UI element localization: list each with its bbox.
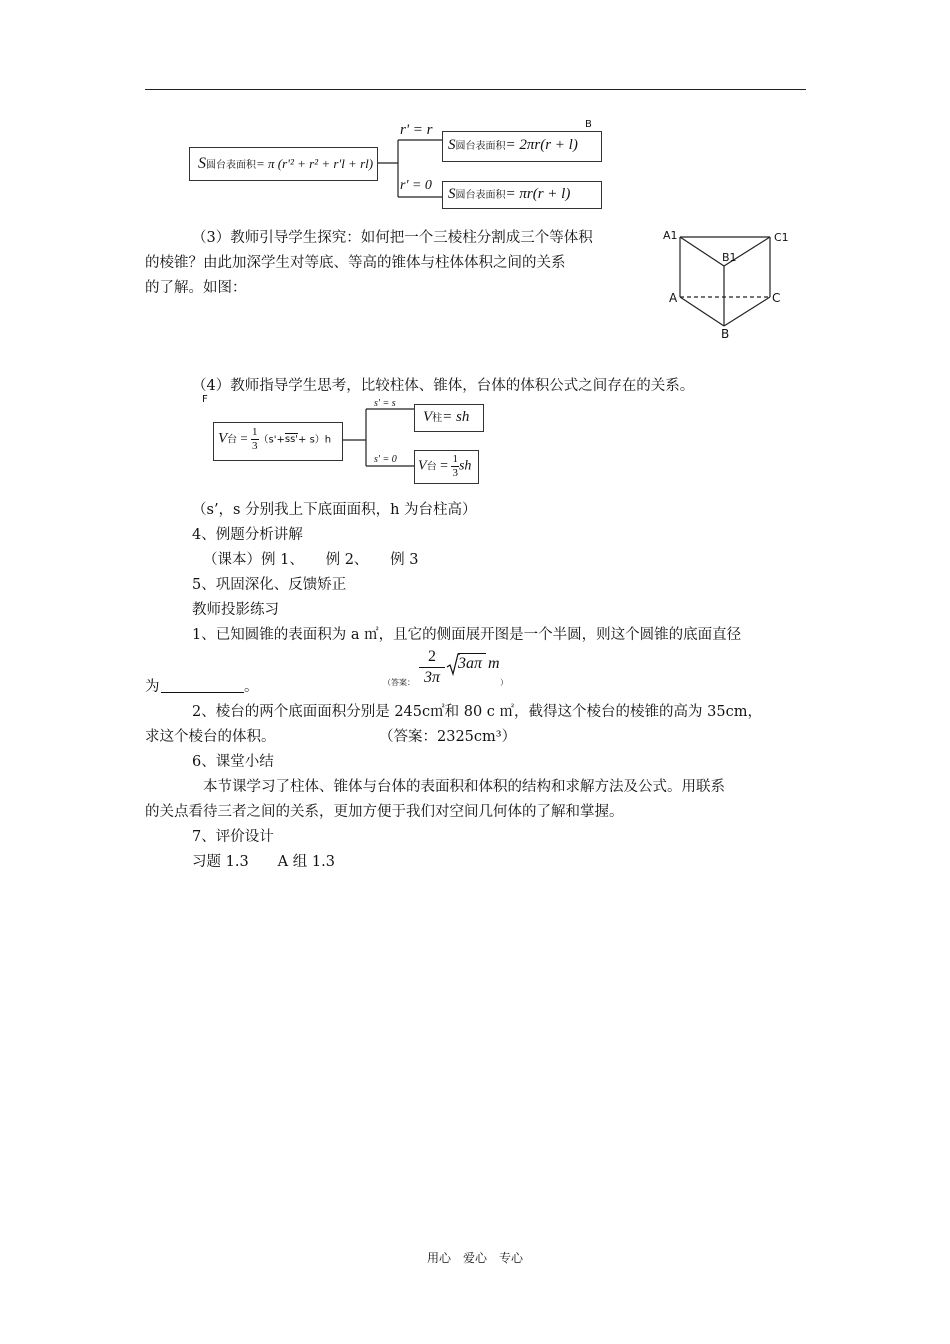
- teacher-practice-heading: 教师投影练习: [192, 602, 279, 618]
- answer-fraction-bar: [419, 667, 445, 668]
- frustum-area-sub: 圆台表面积: [206, 160, 256, 171]
- answer-numerator: 2: [428, 648, 436, 665]
- page-footer: 用心 爱心 专心: [426, 1251, 523, 1265]
- bottom-condition: r' = 0: [400, 178, 432, 193]
- prism-condition: s' = s: [374, 398, 396, 409]
- cone-volume-box: V台 = $\frac{1}{3}$ sh: [414, 450, 479, 484]
- label-c1: C1: [774, 231, 789, 244]
- frustum-volume-fraction: $\frac{1}{3}$: [252, 426, 258, 452]
- label-a1: A1: [663, 229, 678, 242]
- prism-volume-box: [414, 404, 484, 432]
- answer-denominator: 3π: [423, 669, 440, 686]
- lateral-sub: 圆台表面积: [455, 141, 506, 152]
- answer-label: （答案：: [383, 678, 415, 687]
- frustum-area-rhs: = π (r'² + r² + r'l + rl): [256, 156, 374, 171]
- label-a: A: [669, 291, 678, 305]
- question-1-prefix: 为: [145, 679, 160, 695]
- question-2-line2: 求这个棱台的体积。: [145, 729, 276, 745]
- stray-label-b: B: [585, 119, 592, 130]
- section-4-heading: 4、例题分析讲解: [192, 527, 303, 543]
- summary-line1: 本节课学习了柱体、锥体与台体的表面积和体积的结构和求解方法及公式。用联系: [203, 779, 725, 795]
- frustum-area-lhs: S: [198, 155, 206, 172]
- frustum-volume-box: V台 = $\frac{1}{3}$ （s'+ss'+ s）h: [213, 422, 343, 461]
- label-b1: B1: [722, 251, 737, 264]
- cone-sub: 圆台表面积: [455, 190, 506, 201]
- prism-volume-sub: 柱: [432, 413, 443, 424]
- textbook-examples: （课本）例 1、 例 2、 例 3: [203, 552, 419, 568]
- lateral-rhs: = 2πr(r + l): [505, 137, 578, 153]
- lateral-lhs: S: [448, 137, 456, 153]
- sqrt-bar: [458, 653, 486, 654]
- paragraph-3-line1: （3）教师引导学生探究：如何把一个三棱柱分割成三个等体积: [192, 230, 593, 246]
- cone-area-box: [442, 181, 602, 209]
- question-2-line1: 2、棱台的两个底面面积分别是 245c㎡和 80 c ㎡，截得这个棱台的棱锥的高为 35cm，: [192, 704, 762, 720]
- frustum-area-formula-box: [189, 147, 378, 181]
- paragraph-3-line2: 的棱锥？由此加深学生对等底、等高的锥体与柱体体积之间的关系: [145, 255, 566, 271]
- frustum-volume-rhs-a: （s'+: [258, 434, 285, 446]
- label-c: C: [772, 291, 781, 305]
- summary-line2: 的关点看待三者之间的关系，更加方便于我们对空间几何体的了解和掌握。: [145, 804, 624, 820]
- frustum-volume-sub: 台: [227, 434, 238, 446]
- section-7-heading: 7、评价设计: [192, 829, 274, 845]
- question-1-line1: 1、已知圆锥的表面积为 a ㎡，且它的侧面展开图是一个半圆，则这个圆锥的底面直径: [192, 627, 742, 643]
- answer-blank: [161, 692, 244, 693]
- prism-volume-lhs: V: [423, 409, 433, 425]
- lateral-area-box: [442, 131, 602, 162]
- cone-volume-sub: 台: [426, 461, 437, 473]
- paragraph-4: （4）教师指导学生思考，比较柱体、锥体，台体的体积公式之间存在的关系。: [192, 378, 695, 394]
- frustum-volume-rhs-b: + s）h: [298, 434, 332, 446]
- cone-volume-lhs: V: [418, 458, 427, 474]
- top-condition: r' = r: [400, 122, 433, 138]
- paragraph-3-line3: 的了解。如图：: [145, 280, 247, 296]
- cone-lhs: S: [448, 186, 456, 202]
- question-2-answer: （答案：2325cm³）: [379, 729, 517, 745]
- frustum-volume-lhs: V: [218, 430, 228, 447]
- area-note: （s’，s 分别我上下底面面积，h 为台柱高）: [192, 502, 477, 518]
- frustum-volume-sqrt: ss': [284, 434, 299, 446]
- answer-sqrt-content: 3aπ: [458, 655, 483, 672]
- answer-close: ）: [500, 678, 508, 687]
- label-b: B: [721, 327, 730, 341]
- cone-volume-rhs: sh: [458, 458, 472, 474]
- cone-condition: s' = 0: [374, 454, 397, 465]
- question-1-suffix: 。: [244, 679, 259, 695]
- section-6-heading: 6、课堂小结: [192, 754, 274, 770]
- answer-unit: m: [488, 655, 500, 672]
- section-5-heading: 5、巩固深化、反馈矫正: [192, 577, 347, 593]
- exercise-reference: 习题 1.3 A 组 1.3: [192, 854, 335, 870]
- stray-label-f: F: [202, 394, 208, 405]
- cone-volume-fraction: $\frac{1}{3}$: [452, 453, 458, 479]
- cone-rhs: = πr(r + l): [505, 186, 571, 202]
- prism-volume-rhs: = sh: [442, 409, 470, 425]
